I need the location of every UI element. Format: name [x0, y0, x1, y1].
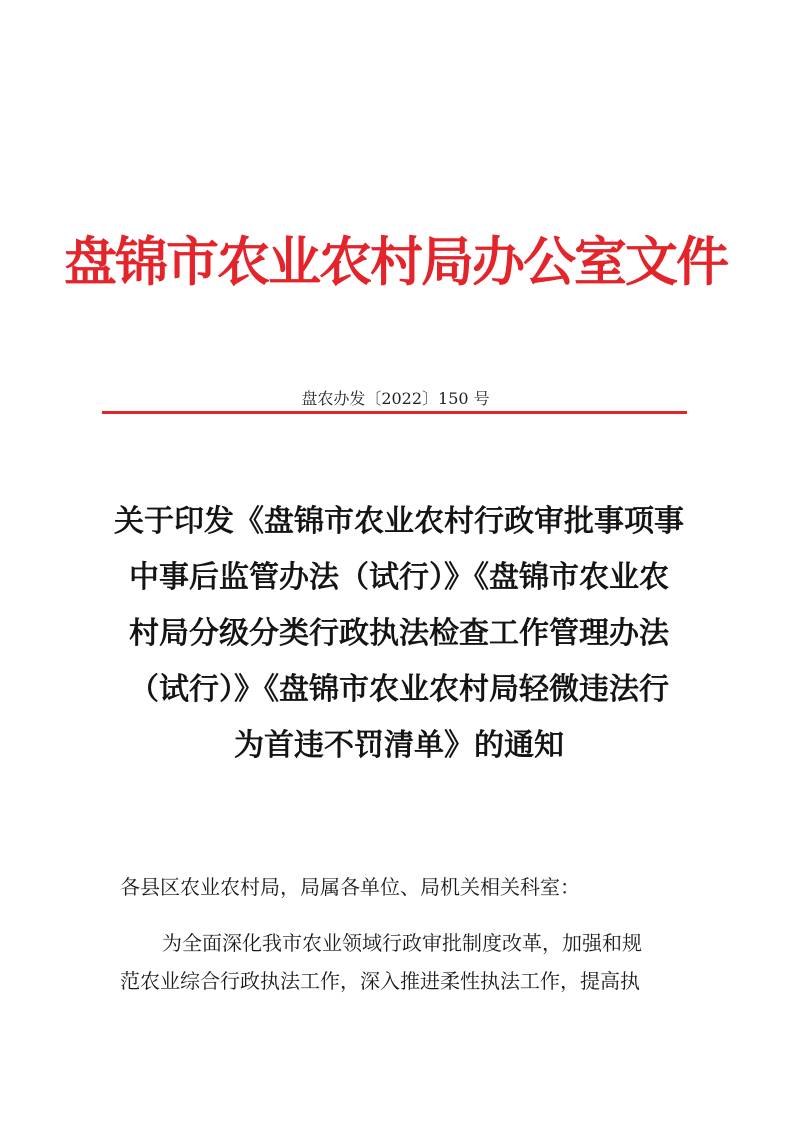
title-line: 村局分级分类行政执法检查工作管理办法 — [129, 616, 669, 651]
title-line: 中事后监管办法（试行）》《盘锦市农业农 — [129, 560, 669, 595]
addressee-line: 各县区农业农村局，局属各单位、局机关相关科室： — [120, 875, 580, 899]
title-line: （试行）》《盘锦市农业农村局轻微违法行 — [129, 672, 669, 707]
body-paragraph-line: 范农业综合行政执法工作，深入推进柔性执法工作，提高执 — [120, 969, 640, 993]
masthead-title: 盘锦市农业农村局办公室文件 — [64, 231, 727, 293]
notice-title — [114, 494, 684, 774]
red-divider-line — [102, 411, 687, 414]
title-line: 关于印发《盘锦市农业农村行政审批事项事 — [114, 504, 684, 539]
document-number: 盘农办发〔2022〕150 号 — [301, 389, 490, 408]
title-line: 为首违不罚清单》的通知 — [234, 728, 564, 763]
body-paragraph-line: 为全面深化我市农业领域行政审批制度改革，加强和规 — [162, 931, 642, 955]
